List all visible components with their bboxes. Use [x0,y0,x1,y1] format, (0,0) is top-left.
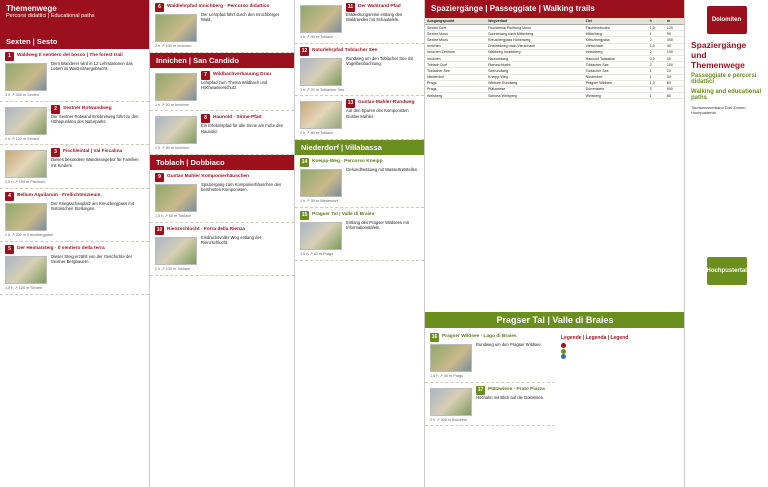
route-number: 1 [5,52,14,61]
route-block [150,0,294,53]
route-block [295,0,424,44]
table-cell: Welsberg [425,93,486,99]
table-cell: 2 [648,49,665,55]
table-cell: Sexten Moos [425,31,486,37]
table-cell: 100 [665,62,684,68]
route-number: 5 [5,245,14,254]
table-cell: 0,5 [648,55,665,61]
route-title: Waldlehrpfad Innichberg · Percorso didattico [167,4,270,9]
route-photo [155,73,197,101]
route-description: Entlang des Pragser Wildsees mit Informationstafeln. [346,219,409,231]
route-number: 14 [301,159,308,166]
route-title: Der Waldrand Pfad [358,4,401,9]
route-photo [430,344,472,372]
table-cell: Innichberg [584,49,648,55]
route-description: Spaziergang zum Komponierhäuschen des berühmten Komponisten. [201,182,282,193]
panel-niederdorf [295,0,425,487]
route-list [425,330,555,426]
route-block [295,155,424,208]
cover-info: Tourismusverband Drei Zinnen · Hochpustertal [691,104,748,115]
table-cell: 190 [665,49,684,55]
section-title-2: Toblach | Dobbiaco [150,155,294,170]
table-cell: Rienzschlucht [486,62,584,68]
route-meta: 1,5 h ↗ 60 m Prags [300,251,334,256]
region-logo: Hochpustertal [707,257,747,285]
table-title: Spaziergänge | Passeggiate | Walking trails [431,4,595,13]
route-block [0,49,149,102]
route-photo [300,58,342,86]
column-header: m [665,18,684,25]
table-cell: Plätzwiese [486,86,584,92]
table-row [425,93,684,99]
panel-innichen-toblach [150,0,295,487]
table-cell: Pragser Wildsee [584,80,648,86]
route-number: 3 [51,148,60,157]
table-cell: 120 [665,25,684,31]
route-description: Entdeckungsreise entlang des Waldrandes mit Schautafeln. [346,12,403,23]
table-body [425,25,684,99]
route-title: Fischleintal | Val Fiscalina [63,149,123,155]
route-table [425,18,684,99]
table-cell: Innichen [425,55,486,61]
table-cell: Prags [425,86,486,92]
table-cell: 500 [665,86,684,92]
table-cell: Sexten Moos [425,37,486,43]
route-meta: 1 h ↗ 50 m Innichen [155,102,190,107]
route-meta: 2 h ↗ 100 m Toblach [155,266,191,271]
route-photo [155,184,197,212]
route-meta: 1,5 h ↗ 40 m Prags [430,374,464,378]
table-cell: Toblacher See [584,68,648,74]
route-number: 13 [347,100,354,107]
route-list [0,49,149,295]
route-meta: 3 h ↗ 350 m Sexten [5,93,39,97]
route-number: 11 [347,4,354,10]
legend-title: Legende | Legenda | Legend [561,335,629,341]
route-list [295,0,424,140]
route-title: Pragser Wildsee · Lago di Braies [442,334,517,339]
table-cell: Sexten Dorf [425,25,486,31]
route-meta: 2 h ↗ 80 m Toblach [300,131,334,136]
table-cell: Kneipp-Weg [486,74,584,80]
table-cell: Toblacher See [584,62,648,68]
route-photo [5,107,47,135]
table-cell: 3 [648,86,665,92]
route-list-top [150,0,294,53]
route-description: Dem Wanderer wird in 12 Lehrstationen das Leben im Wald nähergebracht. [51,61,133,72]
cover-subtitle: Passeggiate e percorsi didattici [691,72,757,85]
table-cell: 20 [665,68,684,74]
table-cell: Kreuzbergpass Höhenweg [486,37,584,43]
route-title: Der Heimatsteig · Il sentiero della terra [17,245,105,251]
legend [555,330,685,362]
valley-band-title: Pragser Tal | Valle di Braies [425,312,685,328]
route-description: Der Sextner Rotwand-Erlebnisweg führt zu den Höhepunkten des Naturparks. [51,113,139,124]
route-description: Auf den Spuren des Komponisten Gustav Mahler. [346,108,409,119]
table-cell: Niederdorf [425,74,486,80]
cover-subtitle-2: Walking and educational paths [691,88,762,101]
route-number: 8 [201,114,210,123]
route-block [150,223,294,276]
route-title: Plätzwiese · Prato Piazza [488,386,545,392]
route-block [295,208,424,261]
table-cell: Haunoldweg [486,55,584,61]
route-description: Rundweg um den Toblacher See mit Vogelbeobachtung. [346,55,414,66]
route-description: Lehrpfad zum Thema Wildbach und Hochwasserschutz. [201,79,268,90]
table-cell: Fischleintal Richtung Moos [486,25,584,31]
route-title: Wildbachverbauung Drau [213,71,272,77]
table-cell: Welsberg [584,93,648,99]
route-number: 2 [51,105,60,114]
route-photo [430,388,472,416]
route-meta: 2,5 h ↗ 150 m Fischlein [5,180,46,185]
route-number: 6 [155,3,164,12]
route-title: Rienzschlucht · Forra della Rienza [167,226,246,232]
table-cell: Wildsee-Rundweg [486,80,584,86]
column-header: h [648,18,665,25]
route-list [150,68,294,155]
route-block [150,170,294,223]
panel-cover [685,0,768,487]
route-list-2 [295,155,424,260]
cover-title: Spaziergänge und Themenwege [691,40,747,71]
table-cell: 40 [665,43,684,49]
route-photo [155,14,197,42]
route-description: Eindrucksvoller Weg entlang der Rienzschlucht. [201,234,262,246]
route-block [0,145,149,189]
route-title: Gustav Mahler Komponierhäuschen [167,174,250,180]
table-cell: Haunold Talstation [584,55,648,61]
table-cell: Mitterberg [584,31,648,37]
route-meta: 2 h ↗ 100 m Sexten [5,136,39,141]
table-cell: 2 [648,37,665,43]
route-meta: 1,5 h ↗ 60 m Toblach [155,214,192,219]
section-title: Sexten | Sesto [0,34,149,49]
table-cell: Toblach Dorf [425,62,486,68]
table-cell: Sonnenweg nach Mitterberg [486,31,584,37]
route-photo [5,256,47,284]
route-number: 10 [156,226,163,233]
route-photo [5,150,47,178]
route-title: Kneipp-Weg · Percorso Kneipp [312,159,383,165]
route-list-2 [150,170,294,275]
panel-walking-trails [425,0,685,487]
route-number: 9 [155,173,164,182]
table-cell: Niederdorf [584,74,648,80]
table-cell: 1 [648,93,665,99]
route-meta: 2 h ↗ 300 m Brückele [430,417,467,422]
route-meta: 2 h ↗ 190 m Innichen [155,44,192,48]
route-description: Hochalm mit Blick auf die Dolomiten. [476,394,545,400]
route-title: Haunold · Sinne-Pfad [213,115,262,121]
table-cell: 1 [648,31,665,37]
table-cell: 30 [665,55,684,61]
column-header: Ausgangspunkt [425,18,486,25]
route-meta: 2 h ↗ 200 m Kreuzbergpass [5,233,53,238]
route-number: 4 [5,192,14,201]
route-title: Bellum Aquilarum · Freilichtmuseum [17,193,101,199]
route-description: Rundweg um den Pragser Wildsee. [476,342,542,347]
route-description: Der Lehrpfad führt durch den Innichberger Wald. [201,12,280,23]
table-cell: 1 [648,68,665,74]
route-photo [5,203,47,231]
route-photo [5,63,47,91]
route-title: Waldweg Il sentiero del bosco | The forest trail [17,53,123,58]
route-photo [155,116,197,144]
route-number: 17 [477,386,484,393]
table-cell: 80 [665,93,684,99]
header-title: Themenwege [6,4,57,13]
route-title: Pragser Tal | Valle di Braies [312,211,375,217]
table-cell: Schloss Welsperg [486,93,584,99]
section-title: Innichen | San Candido [150,53,294,68]
route-number: 7 [201,71,210,80]
table-cell: 1 [648,74,665,80]
route-meta: 1,5 h ↗ 120 m Sexten [5,285,43,290]
route-meta: 2 h ↗ 80 m Innichen [155,146,190,151]
table-cell: Fischleinboden [584,25,648,31]
table-cell: Vierschach [584,43,648,49]
route-photo [300,5,342,33]
route-description: Dieser Steig erzählt von der Geschichte der Sextner Bergbauern. [51,253,132,265]
dolomiten-logo: Dolomiten [707,6,747,34]
table-cell: Prags [425,80,486,86]
table-cell: Innichen [425,43,486,49]
route-meta: 1 h ↗ 30 m Niederdorf [300,199,338,204]
table-cell: 1,5 [648,25,665,31]
table-cell: 60 [665,80,684,86]
route-block [150,68,294,112]
route-photo [300,169,342,197]
table-cell: Toblacher See [425,68,486,74]
table-cell: 30 [665,74,684,80]
route-block [425,330,555,383]
table-cell: 1,5 [648,43,665,49]
table-cell: Waldweg Innichberg [486,49,584,55]
header-subtitle: Percorsi didattici | Educational paths [6,13,95,19]
route-title: Gustav-Mahler-Rundweg [358,100,415,106]
table-cell: 1,5 [648,80,665,86]
route-number: 12 [301,47,308,54]
route-number: 16 [431,334,438,340]
route-title: Naturlehrpfad Toblacher See [312,47,378,53]
route-photo [300,101,342,129]
route-block [295,44,424,97]
route-block [0,189,149,242]
table-cell: 2 [648,62,665,68]
route-block [150,111,294,155]
section-title: Niederdorf | Villabassa [295,140,424,155]
route-photo [300,222,342,250]
route-description: Der Kriegsschauplatz am Kreuzbergpass mit historischen Stellungen. [51,201,134,212]
blue-dot-icon [561,354,566,359]
table-cell: Dürrenstein [584,86,648,92]
column-header: Wegverlauf [486,18,584,25]
route-block [425,383,555,427]
table-cell: Seerundweg [486,68,584,74]
table-cell: 90 [665,31,684,37]
route-number: 15 [301,211,308,218]
route-block [0,102,149,146]
route-block [0,242,149,295]
table-cell: Innichen Zentrum [425,49,486,55]
legend-item [561,354,679,359]
table-header [425,0,684,18]
route-block [295,96,424,140]
table-cell: Kreuzbergpass [584,37,648,43]
table-cell: Drauradweg nach Vierschach [486,43,584,49]
panel-sexten [0,0,150,487]
column-header: Ziel [584,18,648,25]
route-photo [155,237,197,265]
panel-header [0,0,149,34]
route-title: Sextner Rotwandweg [63,105,112,111]
route-description: Gesundheitsweg mit Wassertretstellen. [346,167,419,173]
table-cell: 300 [665,37,684,43]
route-meta: 1 h ↗ 40 m Toblach [300,35,334,39]
route-meta: 1 h ↗ 20 m Toblacher See [300,87,345,92]
route-description: Dieses besondere Wanderangebot für Familien mit Kindern. [51,157,139,168]
route-description: Ein Erlebnispfad für alle Sinne am Fuße des Haunold. [201,123,283,134]
